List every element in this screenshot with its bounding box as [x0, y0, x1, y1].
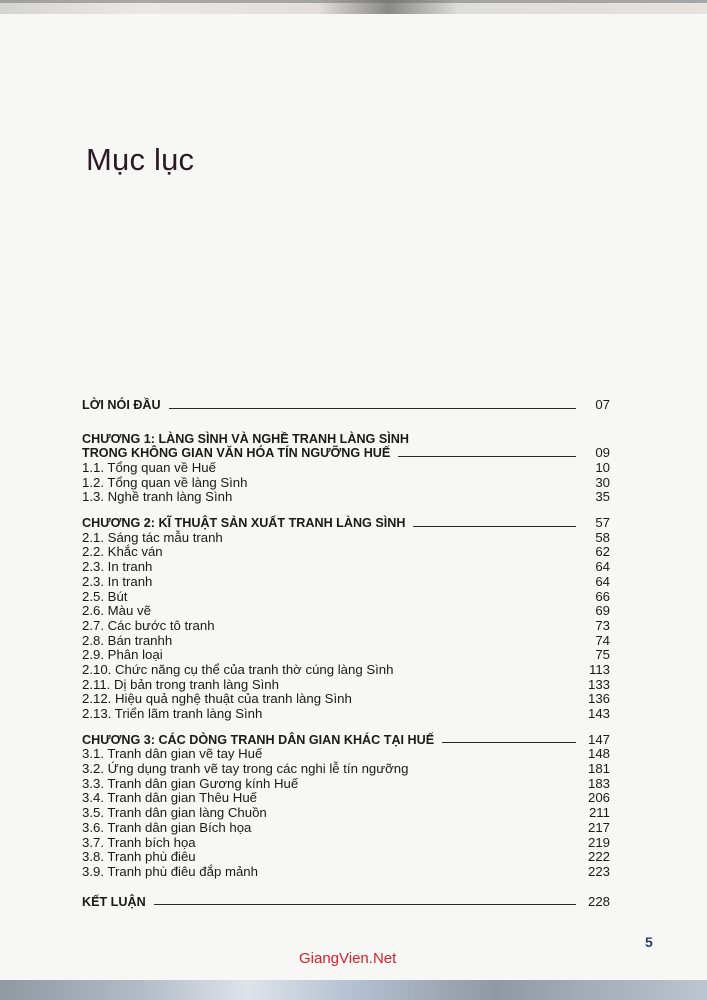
toc-preface-page: 07	[595, 396, 610, 412]
leader-line	[169, 408, 576, 409]
toc-chapter-3-page: 147	[587, 731, 610, 747]
toc-entry[interactable]	[82, 850, 610, 865]
toc-entry[interactable]	[82, 707, 610, 722]
toc-preface[interactable]	[82, 398, 610, 413]
toc-entry[interactable]	[82, 531, 610, 546]
toc-chapter-3[interactable]	[82, 733, 610, 748]
toc-entry-label: 2.13. Triển lãm tranh làng Sình	[82, 706, 263, 722]
toc-entry-page: 64	[595, 573, 610, 589]
toc-entry-label: 2.2. Khắc ván	[82, 544, 163, 560]
toc-entry[interactable]	[82, 590, 610, 605]
toc-entry-page: 10	[595, 460, 610, 476]
toc-entry-page: 58	[595, 529, 610, 545]
toc-entry-label: 2.7. Các bước tô tranh	[82, 617, 215, 633]
toc-entry-page: 69	[595, 603, 610, 619]
page-title: Mục lục	[86, 142, 195, 177]
toc-entry-page: 211	[588, 805, 610, 821]
toc-entry[interactable]	[82, 762, 610, 777]
toc-chapter-2-items	[82, 531, 610, 722]
toc-entry-label: 3.8. Tranh phù điêu	[82, 849, 196, 865]
toc-entry-label: 2.3. In tranh	[82, 559, 153, 575]
toc-entry-page: 62	[595, 544, 610, 560]
leader-line	[413, 526, 576, 527]
toc-entry-label: 2.11. Dị bản trong tranh làng Sình	[82, 676, 279, 692]
leader-line	[154, 904, 576, 905]
toc-chapter-1[interactable]	[82, 446, 610, 461]
toc-entry-label: 2.5. Bút	[82, 588, 128, 604]
toc-entry[interactable]	[82, 560, 610, 575]
table-of-contents	[82, 398, 610, 909]
toc-chapter-1-items	[82, 461, 610, 505]
toc-conclusion[interactable]	[82, 895, 610, 910]
toc-conclusion-label: KẾT LUẬN	[82, 894, 146, 909]
toc-entry[interactable]	[82, 692, 610, 707]
toc-entry-page: 181	[587, 761, 610, 777]
toc-chapter-1-title: CHƯƠNG 1: LÀNG SÌNH VÀ NGHỀ TRANH LÀNG SÌNH	[82, 431, 409, 446]
toc-entry[interactable]	[82, 461, 610, 476]
toc-entry-page: 74	[595, 632, 610, 648]
toc-entry-label: 2.12. Hiệu quả nghệ thuật của tranh làng Sình	[82, 691, 352, 707]
toc-entry-page: 148	[587, 746, 610, 762]
toc-conclusion-page: 228	[587, 893, 610, 909]
toc-entry[interactable]	[82, 648, 610, 663]
toc-entry-label: 2.10. Chức năng cụ thể của tranh thờ cúng làng Sình	[82, 661, 394, 677]
toc-entry[interactable]	[82, 634, 610, 649]
toc-entry-label: 3.5. Tranh dân gian làng Chuồn	[82, 805, 267, 821]
toc-entry-page: 183	[587, 775, 610, 791]
toc-entry[interactable]	[82, 777, 610, 792]
toc-chapter-3-items	[82, 747, 610, 879]
toc-entry-label: 2.9. Phân loại	[82, 647, 163, 663]
toc-entry-label: 3.7. Tranh bích họa	[82, 834, 196, 850]
toc-entry-page: 73	[595, 617, 610, 633]
toc-entry[interactable]	[82, 865, 610, 880]
toc-chapter-1-line1[interactable]	[82, 432, 610, 447]
toc-entry[interactable]	[82, 619, 610, 634]
toc-chapter-1-page: 09	[595, 445, 610, 461]
toc-entry[interactable]	[82, 663, 610, 678]
toc-chapter-2-title: CHƯƠNG 2: KĨ THUẬT SẢN XUẤT TRANH LÀNG SÌNH	[82, 516, 406, 531]
scan-bottom-edge	[0, 980, 707, 1000]
toc-entry-label: 3.6. Tranh dân gian Bích họa	[82, 819, 252, 835]
leader-line	[398, 456, 576, 457]
toc-entry[interactable]	[82, 490, 610, 505]
toc-entry[interactable]	[82, 792, 610, 807]
scan-top-line	[0, 0, 707, 3]
toc-entry-label: 1.3. Nghề tranh làng Sình	[82, 489, 233, 505]
toc-chapter-2-page: 57	[595, 515, 610, 531]
toc-entry-page: 113	[588, 661, 610, 677]
toc-entry-label: 3.4. Tranh dân gian Thêu Huế	[82, 790, 257, 806]
toc-entry[interactable]	[82, 836, 610, 851]
toc-entry[interactable]	[82, 604, 610, 619]
toc-entry-label: 3.9. Tranh phù điêu đắp mảnh	[82, 863, 258, 879]
toc-entry[interactable]	[82, 806, 610, 821]
toc-entry-page: 75	[595, 647, 610, 663]
toc-entry-page: 133	[587, 676, 610, 692]
toc-entry-label: 1.2. Tổng quan về làng Sình	[82, 474, 248, 490]
leader-line	[442, 742, 576, 743]
page-number: 5	[645, 934, 653, 950]
toc-chapter-2[interactable]	[82, 516, 610, 531]
toc-entry-label: 2.8. Bán tranhh	[82, 632, 173, 648]
toc-chapter-1-subtitle: TRONG KHÔNG GIAN VĂN HÓA TÍN NGƯỠNG HUẾ	[82, 446, 391, 461]
toc-entry-page: 143	[587, 706, 610, 722]
toc-chapter-3-title: CHƯƠNG 3: CÁC DÒNG TRANH DÂN GIAN KHÁC TẠI HUẾ	[82, 732, 435, 747]
toc-entry[interactable]	[82, 546, 610, 561]
toc-entry[interactable]	[82, 747, 610, 762]
toc-preface-label: LỜI NÓI ĐẦU	[82, 397, 161, 412]
toc-entry-page: 219	[587, 834, 610, 850]
toc-entry-page: 222	[587, 849, 610, 865]
toc-entry-page: 64	[595, 559, 610, 575]
toc-entry-page: 217	[587, 819, 610, 835]
toc-entry-label: 2.1. Sáng tác mẫu tranh	[82, 529, 223, 545]
toc-entry[interactable]	[82, 821, 610, 836]
toc-entry-page: 30	[595, 474, 610, 490]
toc-entry-page: 136	[587, 691, 610, 707]
toc-entry-page: 35	[595, 489, 610, 505]
toc-entry-label: 3.2. Ứng dụng tranh vẽ tay trong các nghi lễ tín ngưỡng	[82, 761, 409, 777]
toc-entry-label: 3.1. Tranh dân gian vẽ tay Huế	[82, 746, 263, 762]
toc-entry[interactable]	[82, 678, 610, 693]
toc-entry-page: 66	[595, 588, 610, 604]
toc-entry-label: 2.6. Màu vẽ	[82, 603, 151, 619]
toc-entry[interactable]	[82, 575, 610, 590]
toc-entry-page: 223	[587, 863, 610, 879]
watermark[interactable]: GiangVien.Net	[299, 950, 397, 967]
toc-entry[interactable]	[82, 476, 610, 491]
toc-entry-page: 206	[587, 790, 610, 806]
toc-entry-label: 1.1. Tổng quan về Huế	[82, 460, 216, 476]
toc-entry-label: 2.3. In tranh	[82, 573, 153, 589]
toc-entry-label: 3.3. Tranh dân gian Gương kính Huế	[82, 775, 299, 791]
